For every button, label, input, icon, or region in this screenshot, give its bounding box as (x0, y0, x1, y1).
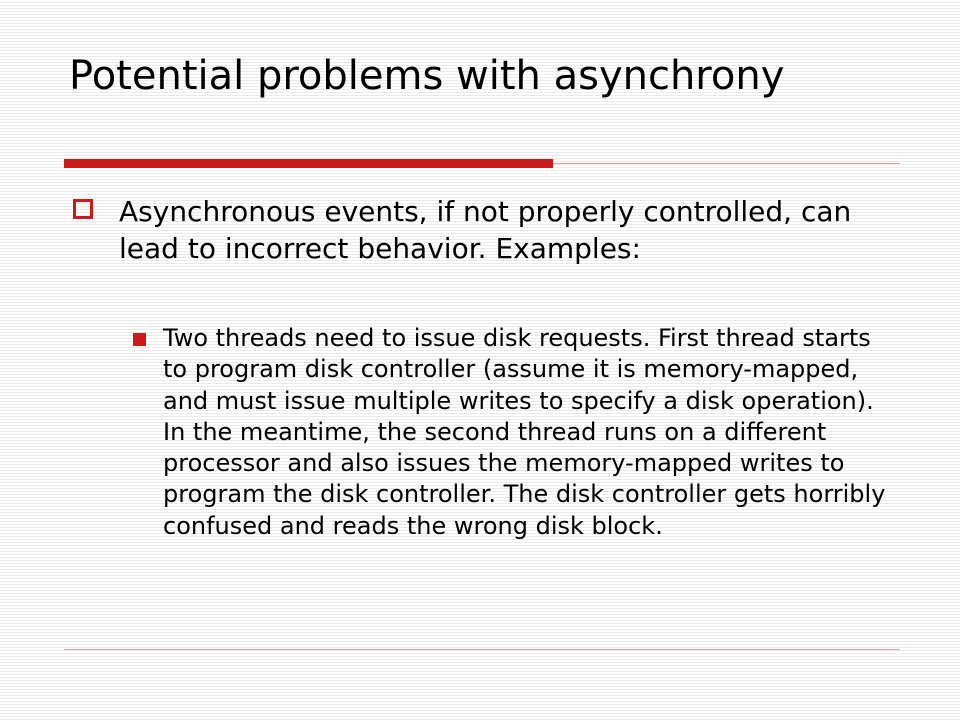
sub-bullet-text: Two threads need to issue disk requests. First thread starts to program disk controller (assume it is memory-mapped, and must issue multiple writes to specify a disk operation). In the meantime, the second thread runs on a different processor and also issues the memory-mapped writes to program the disk controller. The disk controller gets horribly confused and reads the wrong disk block. (163, 324, 886, 540)
hollow-square-bullet-icon (73, 199, 93, 219)
slide-title: Potential problems with asynchrony (69, 53, 785, 99)
filled-square-bullet-icon (133, 333, 146, 346)
bullet-text: Asynchronous events, if not properly controlled, can lead to incorrect behavior. Examples: (119, 195, 852, 265)
footer-divider-line (64, 649, 900, 650)
title-accent-bar (64, 159, 553, 168)
